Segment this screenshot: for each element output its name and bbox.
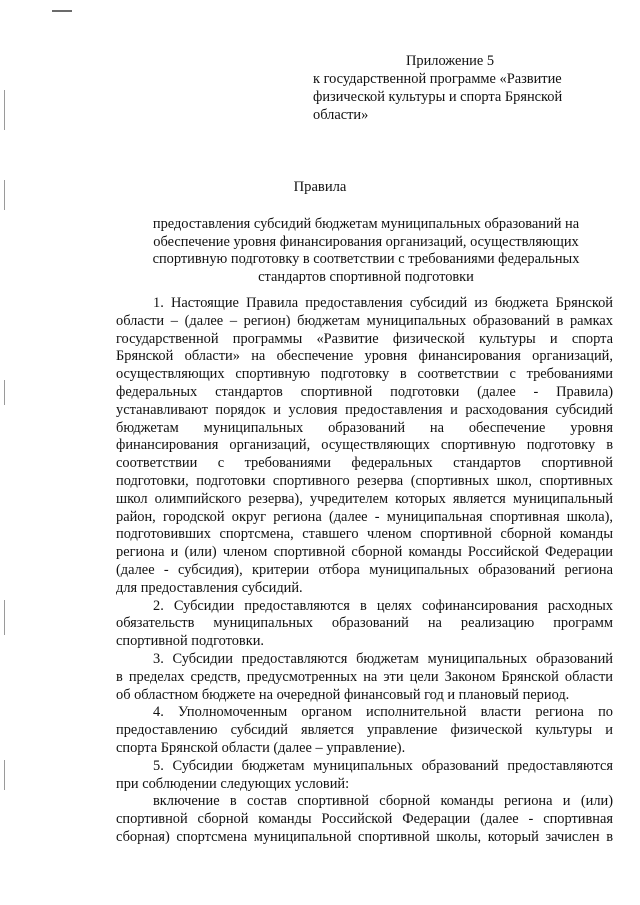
appendix-line: физической культуры и спорта Брянской [313, 89, 563, 105]
paragraph-line: 3. Субсидии предоставляются бюджетам муниципальных образований [153, 650, 613, 667]
paragraph-line: (далее - субсидия), критерии отбора муниципальных образований региона [116, 561, 613, 578]
scan-artifact-left [4, 90, 5, 130]
paragraph-line: включение в состав спортивной сборной команды региона и (или) [153, 793, 613, 810]
paragraph-line: Брянской области» на обеспечение уровня финансирования организаций, [116, 348, 613, 365]
appendix-line: к государственной программе «Развитие [313, 71, 562, 87]
paragraph-line: в пределах средств, предусмотренных на эти цели Законом Брянской области [116, 668, 613, 685]
scan-artifact-top [52, 10, 72, 12]
paragraph-line: бюджетам муниципальных образований на обеспечение уровня [116, 419, 613, 436]
appendix-line: Приложение 5 [406, 53, 495, 69]
paragraph-line: финансирования организаций, осуществляющих спортивную подготовку в [116, 437, 613, 454]
paragraph-line: области – (далее – регион) бюджетам муниципальных образований в рамках [116, 312, 613, 329]
paragraph-line: 2. Субсидии предоставляются в целях софинансирования расходных [153, 597, 613, 614]
paragraph-line: район, городской округ региона (далее - муниципальная спортивная школа), [116, 508, 613, 525]
appendix-line: области» [313, 107, 369, 123]
paragraph-line: спортивной сборной команды Российской Федерации (далее - спортивная [116, 811, 613, 828]
paragraph-line: 4. Уполномоченным органом исполнительной власти региона по [153, 704, 613, 721]
paragraph-line: федеральных стандартов спортивной подготовки (далее - Правила) [116, 383, 613, 400]
scan-artifact-left [4, 380, 5, 405]
paragraph-line: 5. Субсидии бюджетам муниципальных образований предоставляются [153, 757, 613, 774]
paragraph-line: региона и (или) членом спортивной сборной команды Российской Федерации [116, 544, 613, 561]
appendix-header [313, 52, 613, 124]
document-body [116, 295, 613, 847]
paragraph-line: сборная) спортсмена муниципальной спортивной школы, который зачислен в [116, 828, 613, 845]
paragraph-line: подготовивших спортсмена, ставшего членом спортивной сборной команды [116, 526, 613, 543]
paragraph-line: спортивной подготовки. [116, 633, 265, 650]
paragraph-line: при соблюдении следующих условий: [116, 775, 350, 792]
paragraph-line: предоставлению субсидий является управление физической культуры и [116, 722, 613, 739]
subtitle-line: обеспечение уровня финансирования организаций, осуществляющих [153, 233, 579, 250]
paragraph-line: осуществляющих спортивную подготовку в соответствии с требованиями [116, 366, 613, 383]
document-subtitle [116, 216, 616, 286]
paragraph-line: устанавливают порядок и условия предоставления и расходования субсидий [116, 401, 613, 418]
paragraph-line: соответствии с требованиями федеральных стандартов спортивной [116, 455, 613, 472]
paragraph-line: обязательств муниципальных образований на реализацию программ [116, 615, 613, 632]
scan-artifact-left [4, 760, 5, 790]
subtitle-line: стандартов спортивной подготовки [258, 268, 474, 285]
paragraph-line: спорта Брянской области (далее – управление). [116, 739, 406, 756]
paragraph-line: школ олимпийского резерва), учредителем которых является муниципальный [116, 490, 613, 507]
subtitle-line: предоставления субсидий бюджетам муниципальных образований на [152, 216, 580, 232]
paragraph-line: об областном бюджете на очередной финансовый год и плановый период. [116, 686, 570, 703]
paragraph-line: 1. Настоящие Правила предоставления субсидий из бюджета Брянской [153, 295, 613, 311]
subtitle-line: спортивную подготовку в соответствии с требованиями федеральных [152, 251, 580, 267]
paragraph-line: для предоставления субсидий. [116, 579, 303, 596]
paragraph-line: государственной программы «Развитие физической культуры и спорта [116, 330, 613, 347]
scan-artifact-left [4, 600, 5, 635]
document-title: Правила [293, 179, 347, 195]
paragraph-line: подготовки, подготовки спортивного резерва (спортивных школ, спортивных [116, 472, 613, 489]
